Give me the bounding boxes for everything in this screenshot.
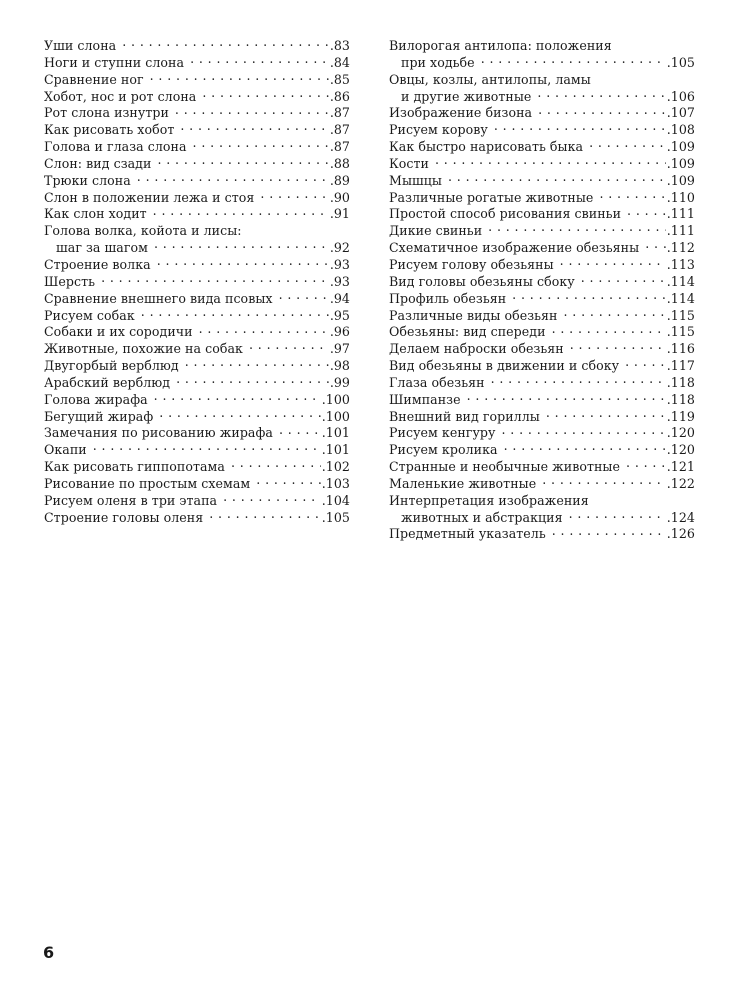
dot-leader <box>570 341 666 353</box>
toc-entry-title: Странные и необычные животные <box>389 459 621 475</box>
dot-leader <box>581 274 666 286</box>
dot-leader <box>101 274 329 286</box>
toc-entry-page: .101 <box>321 425 350 441</box>
toc-entry-page: .115 <box>666 324 695 340</box>
dot-leader <box>537 89 665 101</box>
dot-leader <box>122 38 329 50</box>
toc-entry-title: Строение головы оленя <box>44 509 204 525</box>
toc-entry <box>389 493 695 527</box>
toc-entry-page: .116 <box>666 341 695 357</box>
toc-entry-title: Сравнение внешнего вида псовых <box>44 290 273 306</box>
toc-entry-title: Мышцы <box>389 172 442 188</box>
dot-leader <box>589 139 666 151</box>
toc-entry-page: .118 <box>666 374 695 390</box>
toc-entry-page: .120 <box>666 442 695 458</box>
toc-entry-title: Кости <box>389 155 429 171</box>
toc-entry <box>389 459 695 476</box>
toc-entry-title: Вид обезьяны в движении и сбоку <box>389 358 620 374</box>
toc-entry-title: Профиль обезьян <box>389 290 507 306</box>
toc-entry-title-line1: Интерпретация изображения <box>389 492 589 508</box>
dot-leader <box>538 105 666 117</box>
toc-entry-title: Животные, похожие на собак <box>44 341 243 357</box>
toc-entry-title: Трюки слона <box>44 172 131 188</box>
toc-entry-title: Слон: вид сзади <box>44 155 152 171</box>
toc-entry <box>389 425 695 442</box>
toc-entry-title: Шимпанзе <box>389 391 461 407</box>
toc-column-left <box>44 38 350 526</box>
dot-leader <box>157 156 328 168</box>
toc-entry-page: .90 <box>329 189 350 205</box>
toc-entry-title: Различные виды обезьян <box>389 307 558 323</box>
toc-entry-title: Строение волка <box>44 256 151 272</box>
toc-entry-title: Делаем наброски обезьян <box>389 341 564 357</box>
toc-entry-page: .89 <box>329 172 350 188</box>
toc-entry-page: .119 <box>666 408 695 424</box>
toc-entry-title: Рисуем оленя в три этапа <box>44 492 218 508</box>
dot-leader <box>260 190 328 202</box>
toc-entry-title: шаг за шагом <box>56 240 148 256</box>
dot-leader <box>552 324 666 336</box>
dot-leader <box>645 240 666 252</box>
toc-entry <box>389 526 695 543</box>
toc-entry <box>44 493 350 510</box>
toc-entry <box>389 291 695 308</box>
toc-entry <box>44 72 350 89</box>
toc-entry-page: .86 <box>329 88 350 104</box>
page-number: 6 <box>43 943 55 962</box>
toc-entry-title: Маленькие животные <box>389 475 537 491</box>
dot-leader <box>448 173 666 185</box>
toc-entry-title: Как слон ходит <box>44 206 147 222</box>
toc-entry-page: .124 <box>666 509 695 525</box>
toc-entry-title: Сравнение ног <box>44 71 144 87</box>
dot-leader <box>180 122 328 134</box>
dot-leader <box>209 510 321 522</box>
toc-entry-page: .93 <box>329 256 350 272</box>
dot-leader <box>494 122 666 134</box>
toc-entry-page: .95 <box>329 307 350 323</box>
toc-entry <box>389 206 695 223</box>
toc-entry-page: .121 <box>666 459 695 475</box>
toc-entry-title-line1: Голова волка, койота и лисы: <box>44 223 242 239</box>
toc-entry <box>44 89 350 106</box>
toc-entry <box>389 38 695 72</box>
toc-entry-page: .85 <box>329 71 350 87</box>
toc-entry-page: .88 <box>329 155 350 171</box>
toc-entry <box>44 375 350 392</box>
toc-entry-page: .111 <box>666 206 695 222</box>
toc-entry <box>44 341 350 358</box>
toc-entry <box>389 122 695 139</box>
dot-leader <box>491 375 666 387</box>
toc-entry <box>44 510 350 527</box>
toc-entry-title: Как рисовать хобот <box>44 122 175 138</box>
toc-entry <box>389 156 695 173</box>
toc-entry-page: .93 <box>329 273 350 289</box>
toc-entry-page: .122 <box>666 475 695 491</box>
toc-entry-page: .92 <box>329 240 350 256</box>
toc-entry <box>44 409 350 426</box>
dot-leader <box>175 105 329 117</box>
toc-entry-title: Замечания по рисованию жирафа <box>44 425 273 441</box>
toc-entry-title: Окапи <box>44 442 87 458</box>
toc-entry <box>44 223 350 257</box>
toc-entry-page: .101 <box>321 442 350 458</box>
toc-entry <box>44 206 350 223</box>
toc-entry <box>389 240 695 257</box>
toc-entry-title: Слон в положении лежа и стоя <box>44 189 255 205</box>
dot-leader <box>542 476 666 488</box>
toc-entry-page: .94 <box>329 290 350 306</box>
toc-entry-page: .112 <box>666 240 695 256</box>
toc-entry-title: и другие животные <box>401 88 532 104</box>
dot-leader <box>279 425 321 437</box>
toc-entry <box>389 324 695 341</box>
dot-leader <box>157 257 329 269</box>
toc-entry <box>44 105 350 122</box>
toc-entry-page: .83 <box>329 38 350 53</box>
dot-leader <box>231 459 321 471</box>
toc-entry-page: .105 <box>666 54 695 70</box>
toc-entry-title: Различные рогатые животные <box>389 189 594 205</box>
toc-entry <box>44 291 350 308</box>
dot-leader <box>504 442 666 454</box>
toc-entry <box>44 38 350 55</box>
toc-entry <box>44 55 350 72</box>
toc-entry <box>44 173 350 190</box>
toc-entry-title: Рисуем кенгуру <box>389 425 496 441</box>
toc-entry <box>44 156 350 173</box>
toc-entry-page: .109 <box>666 139 695 155</box>
toc-entry <box>389 442 695 459</box>
toc-entry-page: .99 <box>329 374 350 390</box>
toc-entry-page: .118 <box>666 391 695 407</box>
toc-entry-title: животных и абстракция <box>401 509 563 525</box>
toc-entry-page: .111 <box>666 223 695 239</box>
dot-leader <box>625 358 666 370</box>
toc-entry-title: Как быстро нарисовать быка <box>389 139 584 155</box>
toc-entry-page: .97 <box>329 341 350 357</box>
toc-entry <box>44 442 350 459</box>
toc-entry-page: .115 <box>666 307 695 323</box>
dot-leader <box>193 139 329 151</box>
dot-leader <box>159 409 320 421</box>
dot-leader <box>141 308 329 320</box>
dot-leader <box>488 223 666 235</box>
dot-leader <box>185 358 329 370</box>
toc-entry <box>44 274 350 291</box>
toc-entry-title: Глаза обезьян <box>389 374 485 390</box>
toc-entry-page: .109 <box>666 155 695 171</box>
toc-entry-title: Обезьяны: вид спереди <box>389 324 546 340</box>
dot-leader <box>501 425 665 437</box>
toc-entry <box>389 257 695 274</box>
toc-entry <box>389 173 695 190</box>
toc-entry <box>44 122 350 139</box>
dot-leader <box>512 291 666 303</box>
toc-entry-title: Хобот, нос и рот слона <box>44 88 197 104</box>
toc-entry-page: .120 <box>666 425 695 441</box>
dot-leader <box>137 173 329 185</box>
dot-leader <box>93 442 321 454</box>
toc-entry-title: Двугорбый верблюд <box>44 358 179 374</box>
toc-entry-title: Вид головы обезьяны сбоку <box>389 273 575 289</box>
toc-entry <box>44 358 350 375</box>
toc-entry-page: .87 <box>329 105 350 121</box>
toc-entry-page: .113 <box>666 256 695 272</box>
toc-entry <box>389 476 695 493</box>
toc-entry-page: .103 <box>321 475 350 491</box>
dot-leader <box>199 324 329 336</box>
toc-entry-title: Голова жирафа <box>44 391 148 407</box>
toc-entry-title: Дикие свиньи <box>389 223 483 239</box>
dot-leader <box>435 156 666 168</box>
toc-entry <box>44 392 350 409</box>
toc-entry <box>389 190 695 207</box>
dot-leader <box>599 190 665 202</box>
toc-entry-page: .87 <box>329 139 350 155</box>
toc-entry <box>389 409 695 426</box>
dot-leader <box>249 341 329 353</box>
toc-entry-title: при ходьбе <box>401 54 475 70</box>
toc-entry-page: .106 <box>666 88 695 104</box>
toc-entry-title: Предметный указатель <box>389 526 546 542</box>
dot-leader <box>564 308 666 320</box>
toc-entry-page: .114 <box>666 290 695 306</box>
dot-leader <box>481 55 666 67</box>
toc-entry <box>44 139 350 156</box>
toc-entry <box>389 341 695 358</box>
toc-entry-title: Схематичное изображение обезьяны <box>389 240 640 256</box>
dot-leader <box>153 206 329 218</box>
toc-entry-title: Рисуем кролика <box>389 442 498 458</box>
toc-entry-page: .102 <box>321 459 350 475</box>
toc-entry <box>389 308 695 325</box>
toc-entry-title: Как рисовать гиппопотама <box>44 459 225 475</box>
toc-entry-title: Внешний вид гориллы <box>389 408 540 424</box>
toc-entry <box>389 375 695 392</box>
toc-entry <box>44 476 350 493</box>
toc-entry <box>389 392 695 409</box>
toc-entry <box>44 190 350 207</box>
dot-leader <box>256 476 320 488</box>
dot-leader <box>279 291 329 303</box>
toc-entry-title-line1: Овцы, козлы, антилопы, ламы <box>389 71 591 87</box>
dot-leader <box>202 89 328 101</box>
toc-entry-title: Уши слона <box>44 38 117 53</box>
toc-entry <box>44 257 350 274</box>
toc-entry-title: Ноги и ступни слона <box>44 54 185 70</box>
toc-entry-title-line1: Вилорогая антилопа: положения <box>389 38 612 53</box>
toc-entry-title: Бегущий жираф <box>44 408 154 424</box>
toc-entry-page: .114 <box>666 273 695 289</box>
toc-entry-title: Изображение бизона <box>389 105 533 121</box>
dot-leader <box>176 375 329 387</box>
toc-entry-page: .98 <box>329 358 350 374</box>
toc-entry-page: .109 <box>666 172 695 188</box>
toc-entry-title: Рисуем голову обезьяны <box>389 256 554 272</box>
dot-leader <box>626 459 666 471</box>
toc-entry <box>389 358 695 375</box>
toc-entry-page: .110 <box>666 189 695 205</box>
dot-leader <box>190 55 329 67</box>
toc-entry-title: Рисуем корову <box>389 122 488 138</box>
toc-entry <box>44 425 350 442</box>
toc-entry-page: .100 <box>321 408 350 424</box>
toc-entry-title: Рот слона изнутри <box>44 105 169 121</box>
toc-entry-page: .100 <box>321 391 350 407</box>
toc-entry-title: Собаки и их сородичи <box>44 324 193 340</box>
dot-leader <box>154 392 321 404</box>
toc-entry-page: .87 <box>329 122 350 138</box>
dot-leader <box>150 72 329 84</box>
toc-entry <box>44 308 350 325</box>
toc-entry-page: .117 <box>666 358 695 374</box>
toc-entry-title: Рисование по простым схемам <box>44 475 251 491</box>
toc-entry <box>44 459 350 476</box>
toc-entry-page: .105 <box>321 509 350 525</box>
dot-leader <box>552 526 666 538</box>
toc-entry-page: .84 <box>329 54 350 70</box>
toc-entry-page: .107 <box>666 105 695 121</box>
toc-entry-title: Арабский верблюд <box>44 374 171 390</box>
dot-leader <box>560 257 666 269</box>
toc-entry <box>389 274 695 291</box>
toc-entry-title: Шерсть <box>44 273 96 289</box>
toc-entry <box>389 72 695 106</box>
toc-entry-title: Голова и глаза слона <box>44 139 187 155</box>
dot-leader <box>467 392 666 404</box>
toc-entry <box>44 324 350 341</box>
toc-column-right <box>389 38 695 543</box>
dot-leader <box>569 510 666 522</box>
dot-leader <box>154 240 329 252</box>
toc-entry-page: .104 <box>321 492 350 508</box>
toc-entry-page: .108 <box>666 122 695 138</box>
toc-entry-page: .91 <box>329 206 350 222</box>
toc-entry-page: .96 <box>329 324 350 340</box>
dot-leader <box>546 409 666 421</box>
toc-entry <box>389 105 695 122</box>
toc-entry <box>389 139 695 156</box>
toc-entry-title: Простой способ рисования свиньи <box>389 206 622 222</box>
toc-entry-page: .126 <box>666 526 695 542</box>
toc-entry-title: Рисуем собак <box>44 307 135 323</box>
dot-leader <box>223 493 321 505</box>
toc-entry <box>389 223 695 240</box>
dot-leader <box>627 206 666 218</box>
